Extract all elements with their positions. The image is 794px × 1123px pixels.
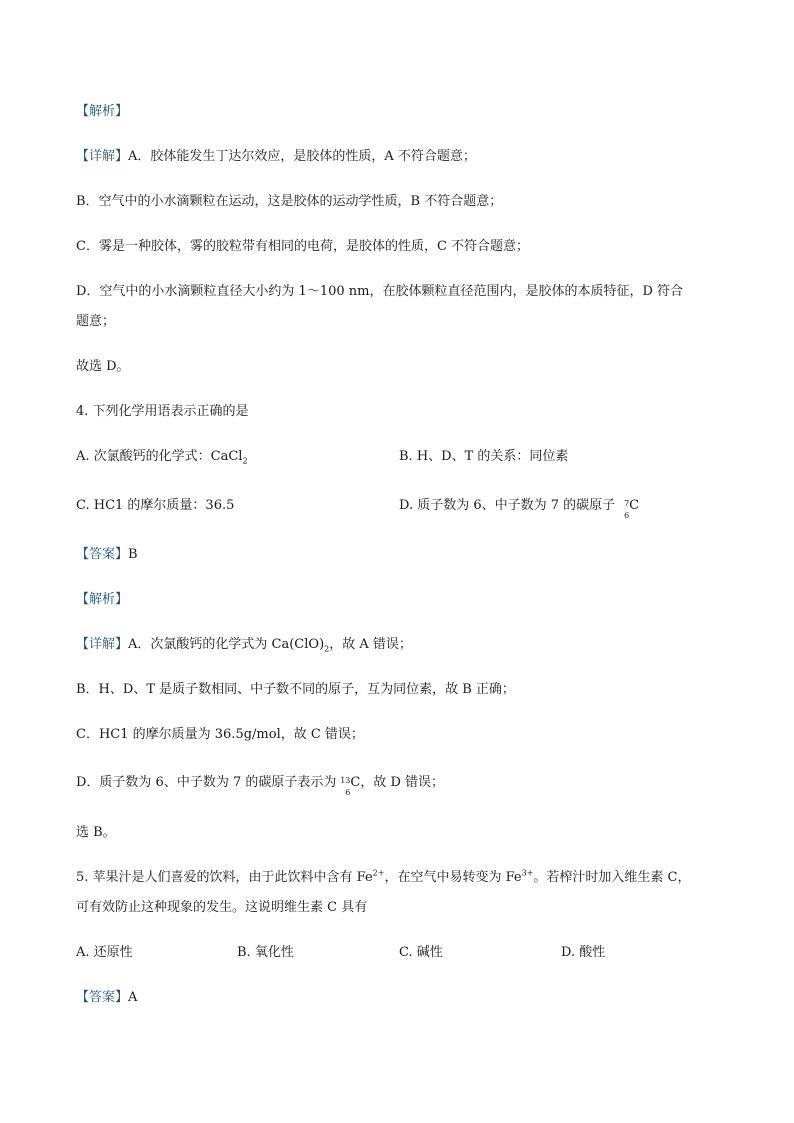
q4-option-b: B. H、D、T 的关系：同位素 xyxy=(399,449,569,464)
detail-line-c-1: C．雾是一种胶体，雾的胶粒带有相同的电荷，是胶体的性质，C 不符合题意； xyxy=(76,239,530,254)
q5-option-b: B. 氧化性 xyxy=(237,945,294,960)
detail-tag-2: 【详解】 xyxy=(76,637,129,652)
q4-detail-a-suffix: ，故 A 错误； xyxy=(329,637,412,652)
q5-stem-a: 5. 苹果汁是人们喜爱的饮料，由于此饮料中含有 Fe xyxy=(76,870,373,885)
q4-detail-line-b: B．H、D、T 是质子数相同、中子数不同的原子，互为同位素，故 B 正确； xyxy=(76,682,515,697)
question-5-stem-line2: 可有效防止这种现象的发生。这说明维生素 C 具有 xyxy=(76,900,368,915)
q5-option-a: A. 还原性 xyxy=(76,945,133,960)
q5-option-c: C. 碱性 xyxy=(399,945,443,960)
q5-stem-sup1: 2+ xyxy=(372,868,385,878)
q4-detail-d-mass: 13 xyxy=(340,776,351,785)
q4-option-a-sub: 2 xyxy=(242,456,248,466)
detail-text-a-1: A．胶体能发生丁达尔效应，是胶体的性质，A 不符合题意； xyxy=(128,149,476,164)
q5-option-d: D. 酸性 xyxy=(561,945,606,960)
detail-tag-1: 【详解】 xyxy=(76,149,129,164)
q4-option-a xyxy=(76,448,248,466)
q4-option-d-symbol: C xyxy=(629,498,640,513)
question-5-stem-line1 xyxy=(76,869,691,887)
q4-detail-d-isotope xyxy=(336,774,351,797)
q5-stem-b: ，在空气中易转变为 Fe xyxy=(384,870,522,885)
q4-option-a-text: A. 次氯酸钙的化学式：CaCl xyxy=(76,449,243,464)
q5-answer-tag: 【答案】 xyxy=(76,990,129,1005)
q4-detail-line-a xyxy=(76,636,412,654)
conclusion-1: 故选 D。 xyxy=(76,359,130,374)
q4-detail-d-atomic: 6 xyxy=(345,788,351,797)
detail-line-a-1 xyxy=(76,148,476,166)
q4-detail-d-symbol: C xyxy=(350,775,361,790)
question-4-stem: 4. 下列化学用语表示正确的是 xyxy=(76,404,249,419)
analysis-heading-2: 【解析】 xyxy=(76,592,129,607)
q5-answer-value: A xyxy=(128,990,138,1005)
q4-option-c: C. HC1 的摩尔质量：36.5 xyxy=(76,498,235,513)
conclusion-2: 选 B。 xyxy=(76,825,116,840)
q5-answer xyxy=(76,989,137,1007)
detail-line-d-1: D．空气中的小水滴颗粒直径大小约为 1～100 nm，在胶体颗粒直径范围内，是胶体的本质特征，D 符合 xyxy=(76,284,684,299)
q4-option-d-isotope xyxy=(615,497,630,520)
q4-detail-a-text: A．次氯酸钙的化学式为 Ca(ClO) xyxy=(128,637,325,652)
q4-answer-value: B xyxy=(128,547,138,562)
detail-line-b-1: B．空气中的小水滴颗粒在运动，这是胶体的运动学性质，B 不符合题意； xyxy=(76,194,503,209)
q4-option-d-mass: 7 xyxy=(624,499,630,508)
q4-detail-line-d xyxy=(76,774,445,797)
q4-detail-d-suffix: ，故 D 错误； xyxy=(360,775,445,790)
q5-stem-c: 。若榨汁时加入维生素 C， xyxy=(533,870,691,885)
q4-option-d-text: D. 质子数为 6、中子数为 7 的碳原子 xyxy=(399,498,616,513)
q5-stem-sup2: 3+ xyxy=(521,868,534,878)
q4-option-d-atomic: 6 xyxy=(624,511,630,520)
q4-detail-d-text: D．质子数为 6、中子数为 7 的碳原子表示为 xyxy=(76,775,337,790)
q4-option-d xyxy=(399,497,640,520)
analysis-heading-1: 【解析】 xyxy=(76,104,129,119)
detail-line-d-1-cont: 题意； xyxy=(76,314,116,329)
q4-answer-tag: 【答案】 xyxy=(76,547,129,562)
q4-answer xyxy=(76,546,138,564)
q4-detail-a-sub: 2 xyxy=(324,644,330,654)
q4-detail-line-c: C．HC1 的摩尔质量为 36.5g/mol，故 C 错误； xyxy=(76,727,364,742)
